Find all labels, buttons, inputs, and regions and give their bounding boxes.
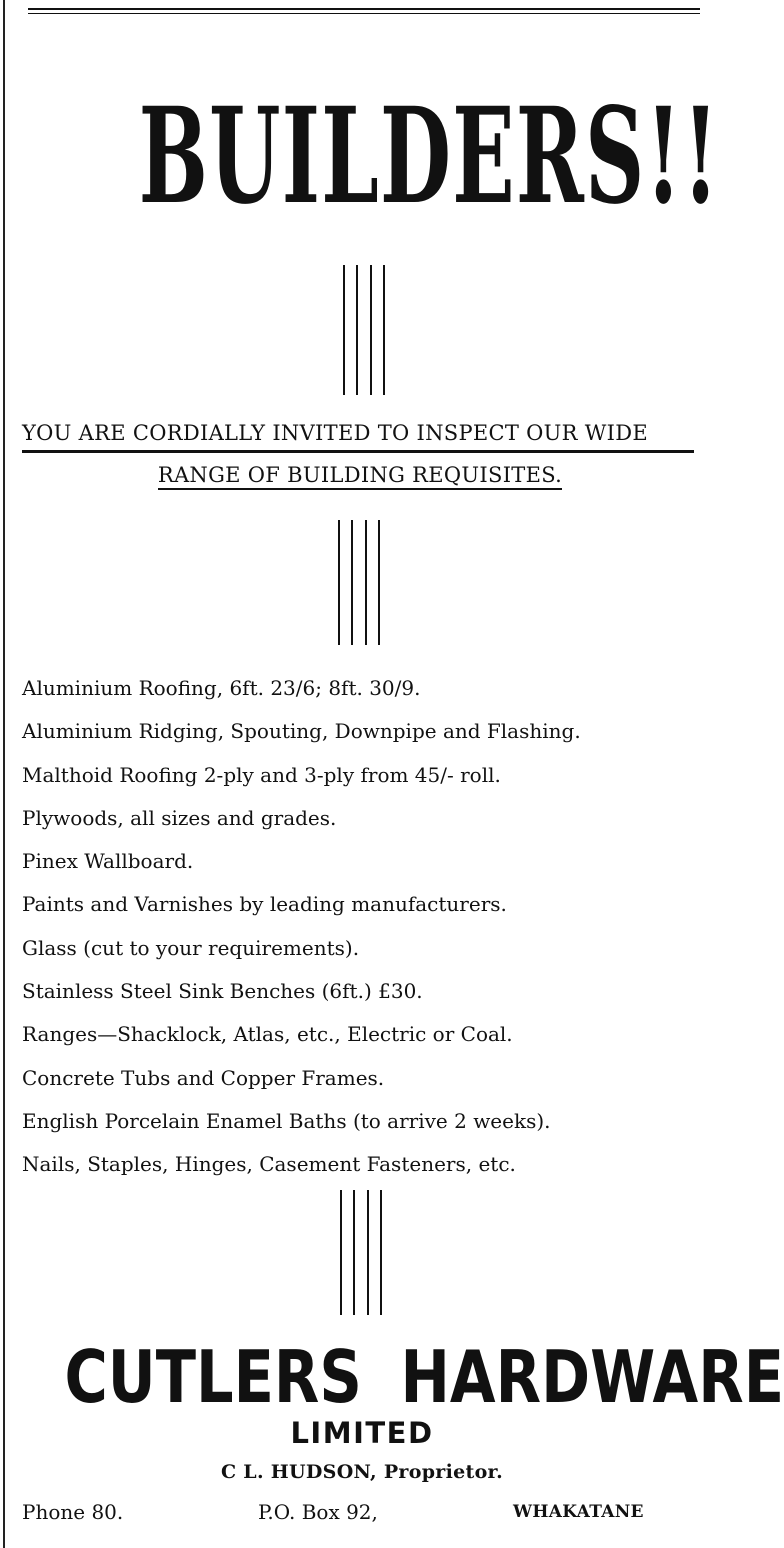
list-item: Nails, Staples, Hinges, Casement Fasteners, etc. <box>22 1152 516 1177</box>
phone-number: Phone 80. <box>22 1500 124 1524</box>
product-list <box>22 672 682 1192</box>
list-item: English Porcelain Enamel Baths (to arrive 2 weeks). <box>22 1108 551 1133</box>
vertical-bars-divider <box>338 520 380 645</box>
page-border <box>3 0 5 1548</box>
vertical-bars-divider <box>343 265 385 395</box>
list-item: Glass (cut to your requirements). <box>22 935 360 960</box>
invitation-line-2-text: RANGE OF BUILDING REQUISITES. <box>158 463 562 490</box>
vertical-bars-divider <box>340 1190 382 1315</box>
town-name: WHAKATANE <box>513 1502 644 1522</box>
list-item: Malthoid Roofing 2-ply and 3-ply from 45/- roll. <box>22 762 501 787</box>
headline: BUILDERS!! <box>138 79 720 234</box>
list-item: Concrete Tubs and Copper Frames. <box>22 1065 385 1090</box>
invitation-line-1: YOU ARE CORDIALLY INVITED TO INSPECT OUR WIDE <box>22 418 694 453</box>
list-item: Pinex Wallboard. <box>22 849 194 874</box>
list-item: Aluminium Ridging, Spouting, Downpipe and Flashing. <box>22 719 581 744</box>
list-item: Paints and Varnishes by leading manufacturers. <box>22 892 507 917</box>
list-item: Ranges—Shacklock, Atlas, etc., Electric or Coal. <box>22 1022 513 1047</box>
company-suffix: LIMITED <box>290 1416 434 1450</box>
list-item: Plywoods, all sizes and grades. <box>22 805 337 830</box>
po-box: P.O. Box 92, <box>258 1500 378 1524</box>
proprietor-line: C L. HUDSON, Proprietor. <box>220 1461 504 1483</box>
list-item: Aluminium Roofing, 6ft. 23/6; 8ft. 30/9. <box>22 676 421 700</box>
invitation-line-2 <box>0 460 720 490</box>
company-name: CUTLERS HARDWARE <box>64 1335 784 1419</box>
list-item: Stainless Steel Sink Benches (6ft.) £30. <box>22 979 423 1004</box>
top-rule <box>28 8 700 14</box>
